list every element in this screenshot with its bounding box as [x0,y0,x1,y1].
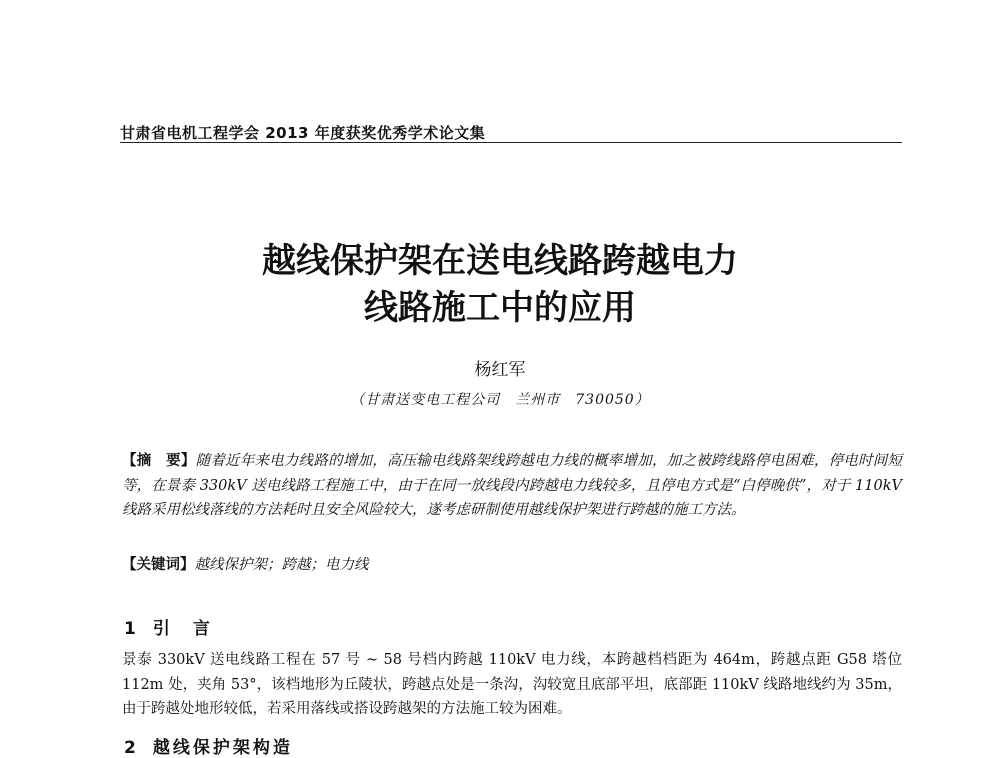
keywords [122,553,902,577]
affiliation: （甘肃送变电工程公司 兰州市 730050） [350,392,650,408]
abstract-label: 【摘 要】 [122,452,196,469]
title-line-1: 越线保护架在送电线路跨越电力 [262,241,738,281]
section-2-title: 越线保护架构造 [152,738,293,758]
title-line-2: 线路施工中的应用 [364,288,636,328]
section-1-number: 1 [124,619,139,639]
keywords-text: 越线保护架；跨越；电力线 [194,557,369,573]
running-header: 甘肃省电机工程学会 2013 年度获奖优秀学术论文集 [120,124,486,142]
section-1-title: 引 言 [152,619,213,639]
section-1-paragraph: 景泰 330kV 送电线路工程在 57 号 ~ 58 号档内跨越 110kV 电力线，本跨越档档距为 464m，跨越点距 G58 塔位 112m 处，夹角 53°，该档地形为丘陵状，跨越点处是一条沟，沟较宽且底部平坦，底部距 110kV 线路地线约为 35m，由于跨越处地形较低，若采用落线或搭设跨越架的方法施工较为困难。 [122,652,902,717]
abstract-text: 随着近年来电力线路的增加，高压输电线路架线跨越电力线的概率增加，加之被跨线路停电困难，停电时间短等，在景泰 330kV 送电线路工程施工中，由于在同一放线段内跨越电力线较多，且停电方式是“白停晚供”，对于 110kV 线路采用松线落线的方法耗时且安全风险较大，遂考虑研制使用越线保护架进行跨越的施工方法。 [122,453,902,518]
section-2-heading [124,733,293,758]
section-2-number: 2 [124,738,139,758]
author: 杨红军 [474,360,526,380]
header-rule [120,142,902,143]
section-1-heading [124,614,213,639]
abstract [122,449,902,523]
keywords-label: 【关键词】 [122,556,195,573]
